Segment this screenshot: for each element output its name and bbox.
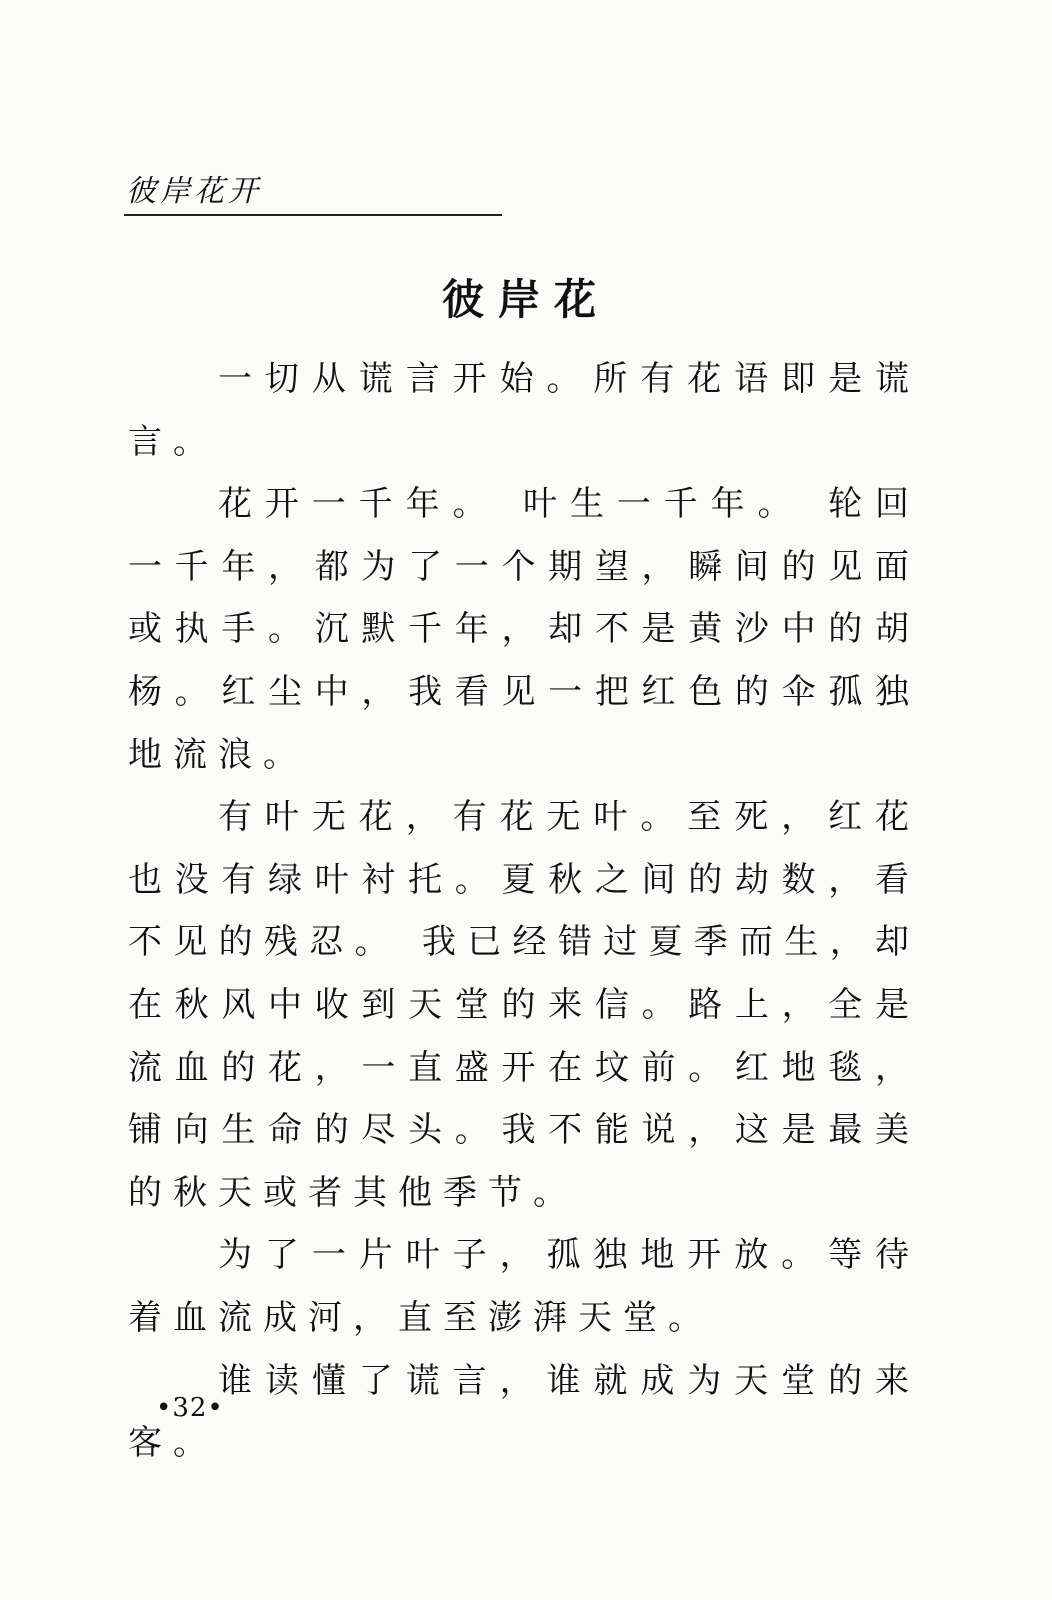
paragraph: 花开一千年。 叶生一千年。 轮回一千年，都为了一个期望，瞬间的见面或执手。沉默千年，却不是黄沙中的胡杨。红尘中，我看见一把红色的伞孤独地流浪。 xyxy=(128,484,920,775)
paragraph: 为了一片叶子，孤独地开放。等待着血流成河，直至澎湃天堂。 xyxy=(128,1235,920,1338)
page-number: •32• xyxy=(156,1393,224,1423)
paragraph: 谁读懂了谎言，谁就成为天堂的来客。 xyxy=(128,1360,920,1464)
running-header xyxy=(124,170,502,216)
paragraph: 一切从谎言开始。所有花语即是谎言。 xyxy=(128,359,920,462)
article-title: 彼岸花 xyxy=(441,275,610,324)
running-header-title: 彼岸花开 xyxy=(126,174,262,209)
paragraph: 有叶无花，有花无叶。至死，红花也没有绿叶衬托。夏秋之间的劫数，看不见的残忍。 我已经错过夏季而生，却在秋风中收到天堂的来信。路上，全是流血的花，一直盛开在坟前。红地毯，铺向生命的尽头。我不能说，这是最美的秋天或者其他季节。 xyxy=(128,797,920,1213)
article-body xyxy=(128,348,920,1475)
